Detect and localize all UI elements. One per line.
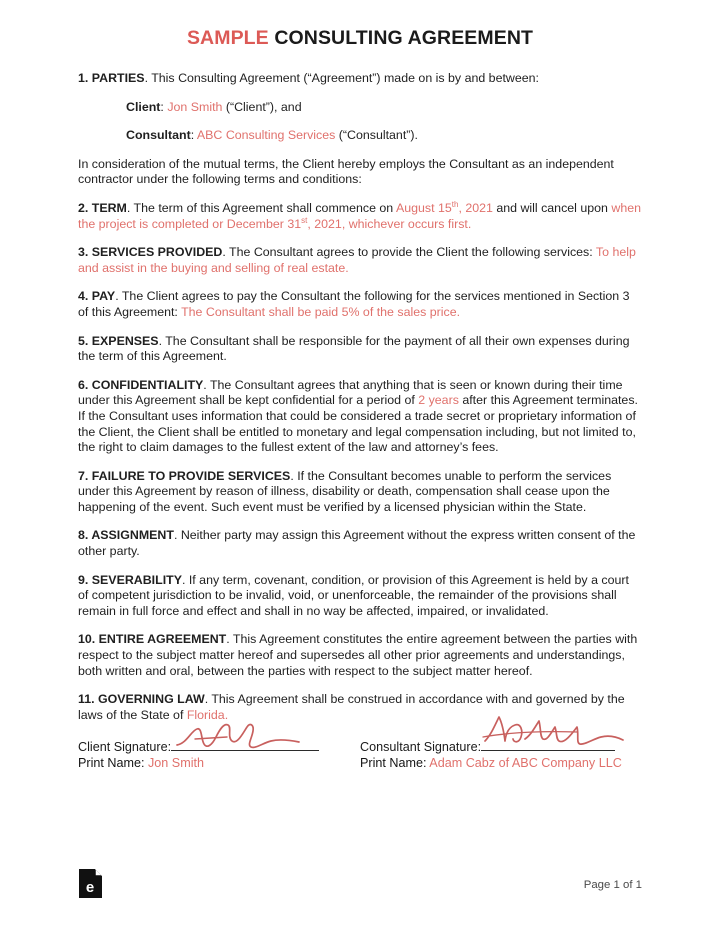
clause-consideration: In consideration of the mutual terms, the Client hereby employs the Consultant as an independent contractor under the following terms and conditions: [78,156,614,187]
clause-services-label: 3. SERVICES PROVIDED [78,245,223,260]
clause-pay-label: 4. PAY [78,289,116,304]
consultant-signature-label: Consultant Signature: [360,740,482,755]
page-number: Page 1 of 1 [583,879,642,891]
client-print-name [78,756,360,770]
term-cancel-text-a: when the project is completed or December 31 [78,200,641,231]
term-start-ordinal: th [451,199,459,209]
clause-entire-text: . This Agreement constitutes the entire agreement between the parties with respect to the subject matter hereof and supersedes all other prior agreements and understandings, both written and oral, between the parties with respect to the subject matter hereof. [78,632,638,678]
clause-confidentiality-text-a: . The Consultant agrees that anything that is seen or known during their time under this Agreement shall be kept confidential for a period of [78,377,623,408]
clause-failure-to-provide-services [78,469,642,516]
clause-parties-text: . This Consulting Agreement (“Agreement”) made on is by and between: [144,71,539,85]
clause-expenses-text: . The Consultant shall be responsible for the payment of all their own expenses during the term of this Agreement. [78,333,630,364]
clause-governing-text-b: . [224,707,229,722]
clause-pay-text: . The Client agrees to pay the Consultant the following for the services mentioned in Section 3 of this Agreement: [78,289,630,319]
client-value: Jon Smith [167,99,223,114]
clause-term [78,201,642,232]
page-footer [78,868,642,910]
clause-severability [78,573,642,620]
party-consultant-line [78,128,642,144]
clause-services [78,245,642,276]
print-name-row [78,756,642,770]
client-signature-field[interactable] [171,736,319,754]
client-suffix: (“Client”), and [222,99,302,114]
party-client-line [78,100,642,116]
consultant-signature-block [360,736,642,754]
clause-failure-text: . If the Consultant becomes unable to perform the services under this Agreement by reason of illness, disability or death, compensation shall cease upon the happening of the event. Such event must be verified by a licensed physician within the State. [78,468,612,514]
client-signature-block [78,736,360,754]
clause-expenses [78,334,642,365]
term-cancel-text-b: , 2021, whichever occurs first. [307,216,472,231]
eforms-logo-letter: e [85,879,95,896]
client-print-label: Print Name: [78,756,148,771]
consultant-print-value: Adam Cabz of ABC Company LLC [429,756,622,771]
clause-parties-label: 1. PARTIES [78,71,145,85]
clause-entire-label: 10. ENTIRE AGREEMENT [78,632,227,647]
pay-fill-value: The Consultant shall be paid 5% of the sales price. [181,304,461,319]
client-signature-rule [171,736,319,751]
clause-term-text-b: and will cancel upon [492,200,612,215]
clause-pay [78,289,642,320]
clause-parties [78,71,642,87]
client-separator: : [160,99,168,114]
clause-assignment [78,528,642,559]
clause-failure-label: 7. FAILURE TO PROVIDE SERVICES [78,468,291,483]
clause-services-text: . The Consultant agrees to provide the Client the following services: [222,245,596,260]
clause-confidentiality-label: 6. CONFIDENTIALITY [78,377,204,392]
term-start-year: , 2021 [458,200,493,215]
title-rest: CONSULTING AGREEMENT [268,27,534,49]
consultant-print-name [360,756,642,770]
governing-state-value: Florida [186,707,225,722]
clause-entire-agreement [78,632,642,679]
term-cancel-ordinal: st [301,215,308,225]
consultant-separator: : [190,128,197,143]
consultant-value: ABC Consulting Services [196,128,336,143]
eforms-document-logo-icon [78,868,103,899]
page-title [78,0,642,50]
clause-expenses-label: 5. EXPENSES [78,333,159,348]
client-label: Client [126,99,161,114]
term-start-day: August 15 [395,200,452,215]
clause-severability-label: 9. SEVERABILITY [78,572,182,587]
consultant-suffix: (“Consultant”). [335,128,418,143]
consultant-signature-field[interactable] [481,736,615,754]
title-sample-word: SAMPLE [186,27,269,49]
signature-area [78,736,642,770]
signature-line-row [78,736,642,754]
clause-assignment-text: . Neither party may assign this Agreement without the express written consent of the other party. [78,528,636,559]
term-start-date [396,201,493,215]
consultant-signature-rule [481,736,615,751]
services-fill-value: To help and assist in the buying and selling of real estate. [78,245,636,275]
clause-severability-text: . If any term, covenant, condition, or provision of this Agreement is held by a court of competent jurisdiction to be invalid, void, or unenforceable, the remainder of the provisions shall remain in full force and effect and shall in no way be affected, impaired, or invalidated. [78,572,629,618]
clause-term-label: 2. TERM [78,200,127,215]
consultant-print-label: Print Name: [360,756,430,771]
clause-governing-text-a: . This Agreement shall be construed in accordance with and governed by the laws of the State of [78,692,625,722]
clause-assignment-label: 8. ASSIGNMENT [78,528,174,543]
clause-confidentiality-text-b: after this Agreement terminates. If the Consultant uses information that could be considered a trade secret or proprietary information of the Client, the Client shall be entitled to monetary and legal compensation including, but not limited to, the right to claim damages to the fullest extent of the law and attorney’s fees. [78,393,638,455]
client-print-value: Jon Smith [148,756,204,771]
clause-confidentiality [78,378,642,456]
confidentiality-period-value: 2 years [418,393,459,408]
clause-governing-label: 11. GOVERNING LAW [78,692,205,707]
consultant-label: Consultant [126,128,191,143]
clause-governing-law [78,692,642,723]
clause-term-text-a: . The term of this Agreement shall commence on [126,200,396,215]
client-signature-label: Client Signature: [78,740,172,755]
